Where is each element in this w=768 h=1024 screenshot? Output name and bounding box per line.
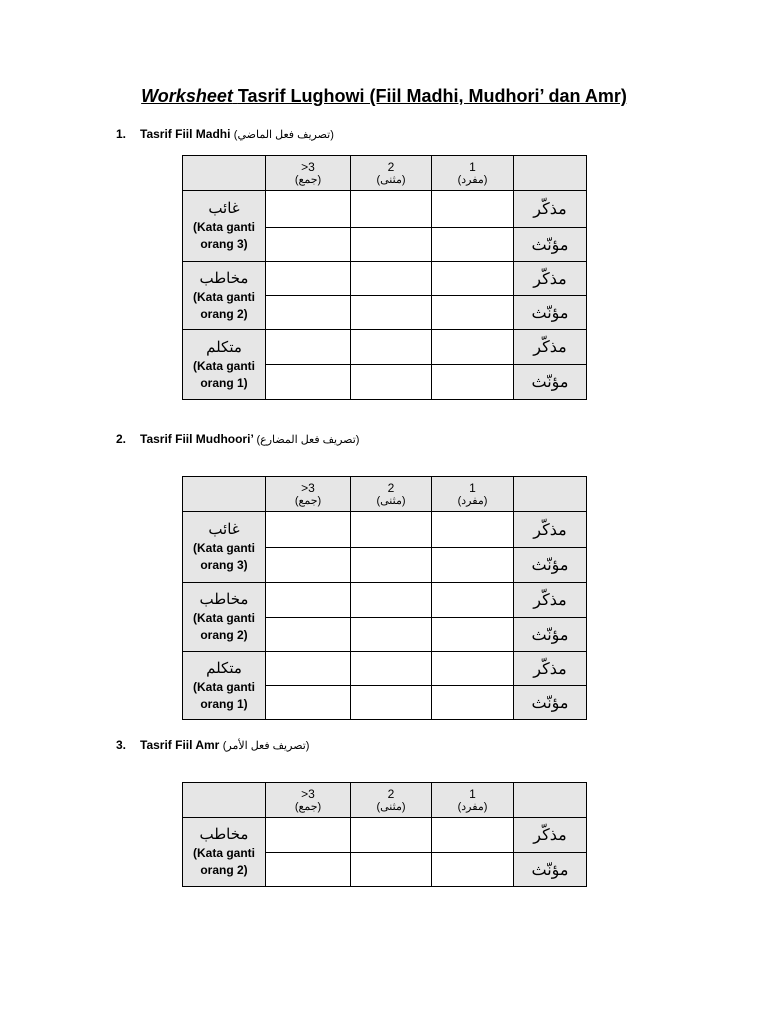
answer-cell[interactable] xyxy=(351,583,432,618)
answer-cell[interactable] xyxy=(266,686,351,720)
gender-label-fem: مؤنّث xyxy=(514,365,587,400)
answer-cell[interactable] xyxy=(266,818,351,853)
gender-label-fem: مؤنّث xyxy=(514,853,587,887)
header-num: 2 xyxy=(387,480,395,495)
answer-cell[interactable] xyxy=(351,618,432,652)
gender-label-fem: مؤنّث xyxy=(514,296,587,330)
gender-label-masc: مذكّر xyxy=(514,330,587,365)
title-italic: Worksheet xyxy=(141,86,233,106)
answer-cell[interactable] xyxy=(266,548,351,583)
person-latin: (Kata ganti xyxy=(192,611,255,625)
person-cell-mukhatab xyxy=(183,583,266,652)
section-heading-3 xyxy=(116,738,309,752)
header-ar: (جمع) xyxy=(294,800,322,813)
answer-cell[interactable] xyxy=(266,262,351,296)
person-latin: (Kata ganti xyxy=(192,220,255,234)
header-ar: (مثنى) xyxy=(376,800,406,813)
person-latin: (Kata ganti xyxy=(192,358,255,373)
table-row xyxy=(183,652,587,686)
header-cell-jama xyxy=(266,156,351,191)
section-label: Tasrif Fiil Amr xyxy=(140,738,220,752)
header-ar: (جمع) xyxy=(294,173,322,186)
tasrif-table-madhi xyxy=(182,155,587,400)
table-row xyxy=(183,818,587,853)
person-cell-mukhatab xyxy=(183,818,266,887)
section-arabic: (تصريف فعل المضارع) xyxy=(256,434,360,446)
gender-label-masc: مذكّر xyxy=(514,262,587,296)
answer-cell[interactable] xyxy=(432,262,514,296)
table-header-row xyxy=(183,477,587,512)
person-cell-mutakallim xyxy=(183,330,266,400)
header-ar: (مثنى) xyxy=(376,173,406,186)
person-latin: (Kata ganti xyxy=(192,846,255,860)
person-cell-mutakallim xyxy=(183,652,266,720)
answer-cell[interactable] xyxy=(432,686,514,720)
answer-cell[interactable] xyxy=(432,191,514,228)
section-heading-2 xyxy=(116,432,359,446)
person-latin: orang 1) xyxy=(200,696,248,711)
answer-cell[interactable] xyxy=(351,365,432,400)
person-latin: orang 1) xyxy=(200,375,248,390)
title-rest: Tasrif Lughowi (Fiil Madhi, Mudhori’ dan Amr) xyxy=(237,86,627,106)
answer-cell[interactable] xyxy=(432,652,514,686)
person-cell-ghaib xyxy=(183,512,266,583)
header-num: 1 xyxy=(469,159,476,174)
answer-cell[interactable] xyxy=(351,512,432,548)
answer-cell[interactable] xyxy=(266,853,351,887)
table-row xyxy=(183,583,587,618)
table-header-row xyxy=(183,783,587,818)
section-heading-1 xyxy=(116,127,334,141)
answer-cell[interactable] xyxy=(351,652,432,686)
section-label: Tasrif Fiil Madhi xyxy=(140,127,231,141)
gender-label-masc: مذكّر xyxy=(514,583,587,618)
table-row xyxy=(183,330,587,365)
answer-cell[interactable] xyxy=(351,262,432,296)
gender-label-masc: مذكّر xyxy=(514,818,587,853)
tasrif-table-mudhori xyxy=(182,476,587,720)
answer-cell[interactable] xyxy=(351,853,432,887)
header-num: >3 xyxy=(301,159,315,174)
header-cell-mufrad xyxy=(432,156,514,191)
answer-cell[interactable] xyxy=(432,548,514,583)
gender-label-fem: مؤنّث xyxy=(514,686,587,720)
person-latin: (Kata ganti xyxy=(192,541,255,555)
person-arabic: غائب xyxy=(208,521,240,538)
header-cell-mutsanna xyxy=(351,156,432,191)
answer-cell[interactable] xyxy=(266,652,351,686)
gender-label-masc: مذكّر xyxy=(514,191,587,228)
section-number: 1. xyxy=(116,127,127,141)
answer-cell[interactable] xyxy=(351,228,432,262)
header-ar: (مثنى) xyxy=(376,494,406,507)
header-cell-jama xyxy=(266,477,351,512)
answer-cell[interactable] xyxy=(432,330,514,365)
answer-cell[interactable] xyxy=(432,583,514,618)
section-arabic: (تصريف فعل الماضي) xyxy=(233,129,334,141)
gender-label-masc: مذكّر xyxy=(514,512,587,548)
header-num: 2 xyxy=(387,159,395,174)
person-cell-mukhatab xyxy=(183,262,266,330)
answer-cell[interactable] xyxy=(266,618,351,652)
answer-cell[interactable] xyxy=(432,853,514,887)
header-corner-cell xyxy=(514,477,587,512)
gender-label-fem: مؤنّث xyxy=(514,228,587,262)
header-corner-cell xyxy=(183,477,266,512)
header-num: 1 xyxy=(469,480,476,495)
header-num: 2 xyxy=(387,786,395,801)
answer-cell[interactable] xyxy=(432,618,514,652)
answer-cell[interactable] xyxy=(432,512,514,548)
answer-cell[interactable] xyxy=(351,296,432,330)
header-cell-mufrad xyxy=(432,783,514,818)
person-latin: orang 2) xyxy=(200,628,248,642)
person-arabic: متكلم xyxy=(206,338,242,356)
answer-cell[interactable] xyxy=(266,512,351,548)
answer-cell[interactable] xyxy=(266,330,351,365)
header-corner-cell xyxy=(514,783,587,818)
person-latin: orang 3) xyxy=(200,558,248,572)
person-arabic: غائب xyxy=(208,200,240,217)
answer-cell[interactable] xyxy=(351,818,432,853)
table-header-row xyxy=(183,156,587,191)
answer-cell[interactable] xyxy=(266,191,351,228)
header-corner-cell xyxy=(183,156,266,191)
header-num: 1 xyxy=(469,786,476,801)
gender-label-masc: مذكّر xyxy=(514,652,587,686)
section-number: 3. xyxy=(116,738,127,752)
gender-label-fem: مؤنّث xyxy=(514,548,587,583)
person-arabic: مخاطب xyxy=(199,826,249,843)
person-latin: orang 3) xyxy=(200,237,248,251)
section-number: 2. xyxy=(116,432,127,446)
person-cell-ghaib xyxy=(183,191,266,262)
header-cell-mutsanna xyxy=(351,783,432,818)
table-row xyxy=(183,262,587,296)
answer-cell[interactable] xyxy=(432,818,514,853)
section-arabic: (تصريف فعل الأمر) xyxy=(222,740,310,752)
answer-cell[interactable] xyxy=(266,296,351,330)
table-row xyxy=(183,512,587,548)
person-arabic: مخاطب xyxy=(199,591,249,608)
header-cell-mufrad xyxy=(432,477,514,512)
header-cell-jama xyxy=(266,783,351,818)
person-arabic: مخاطب xyxy=(199,269,249,287)
header-num: >3 xyxy=(301,480,315,495)
person-latin: orang 2) xyxy=(200,306,248,321)
person-arabic: متكلم xyxy=(206,659,242,677)
answer-cell[interactable] xyxy=(266,365,351,400)
header-ar: (جمع) xyxy=(294,494,322,507)
answer-cell[interactable] xyxy=(432,296,514,330)
person-latin: (Kata ganti xyxy=(192,289,255,304)
person-latin: orang 2) xyxy=(200,863,248,877)
answer-cell[interactable] xyxy=(351,330,432,365)
answer-cell[interactable] xyxy=(266,583,351,618)
header-corner-cell xyxy=(514,156,587,191)
answer-cell[interactable] xyxy=(351,191,432,228)
section-label: Tasrif Fiil Mudhoori’ xyxy=(140,432,254,446)
answer-cell[interactable] xyxy=(432,228,514,262)
header-cell-mutsanna xyxy=(351,477,432,512)
person-latin: (Kata ganti xyxy=(192,679,255,694)
answer-cell[interactable] xyxy=(266,228,351,262)
table-row xyxy=(183,191,587,228)
page-title xyxy=(0,86,768,107)
header-corner-cell xyxy=(183,783,266,818)
answer-cell[interactable] xyxy=(351,686,432,720)
header-ar: (مفرد) xyxy=(457,800,488,813)
gender-label-fem: مؤنّث xyxy=(514,618,587,652)
answer-cell[interactable] xyxy=(432,365,514,400)
header-ar: (مفرد) xyxy=(457,494,488,507)
answer-cell[interactable] xyxy=(351,548,432,583)
header-num: >3 xyxy=(301,786,315,801)
header-ar: (مفرد) xyxy=(457,173,488,186)
tasrif-table-amr xyxy=(182,782,587,887)
